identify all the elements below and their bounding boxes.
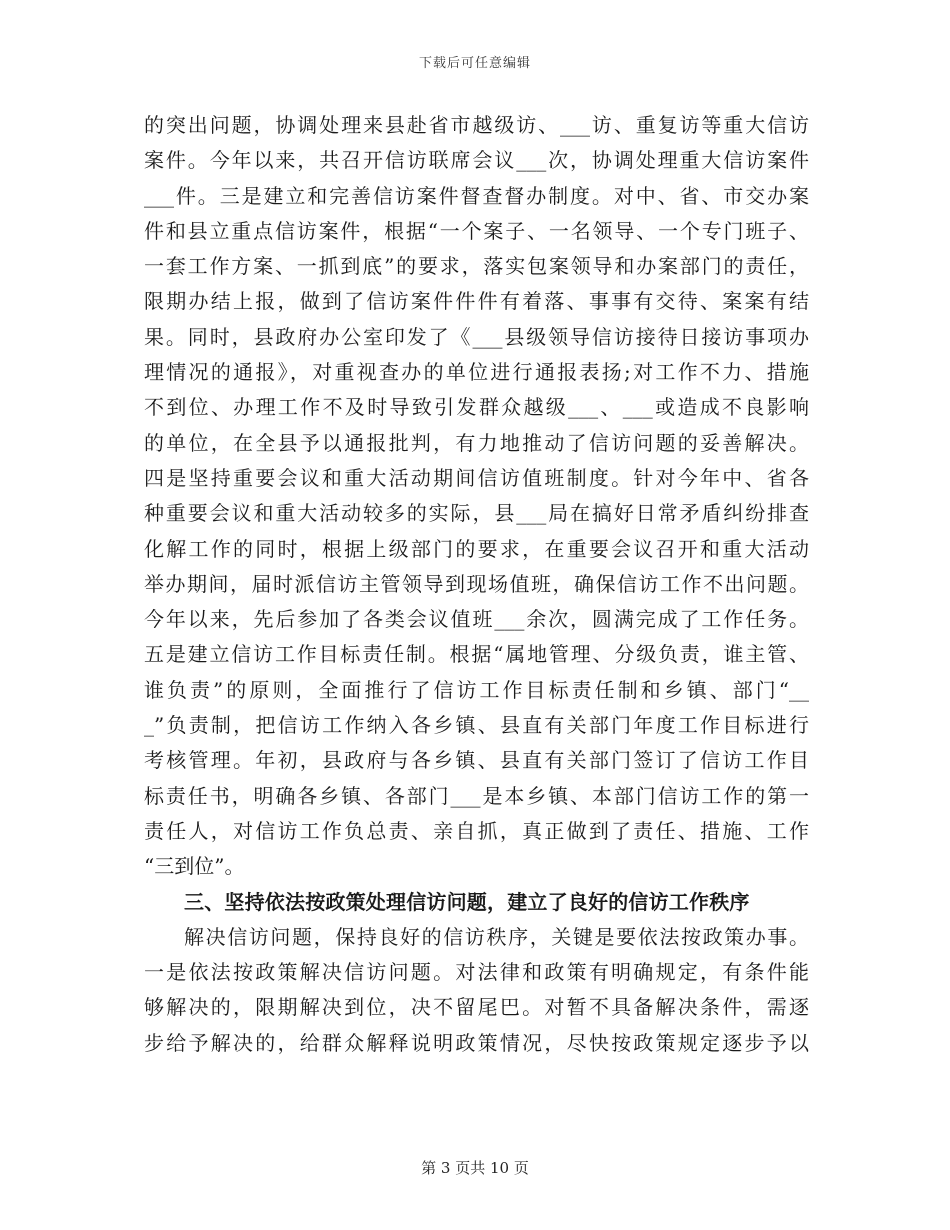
section-heading: 三、坚持依法按政策处理信访问题，建立了良好的信访工作秩序 (184, 889, 750, 914)
text-line: 考核管理。年初，县政府与各乡镇、县直有关部门签订了信访工作目 (144, 748, 809, 773)
text-line: 理情况的通报》，对重视查办的单位进行通报表扬;对工作不力、措施 (144, 360, 809, 385)
page-footer: 第 3 页共 10 页 (421, 1159, 529, 1177)
text-line: 步给予解决的，给群众解释说明政策情况，尽快按政策规定逐步予以 (144, 1030, 809, 1055)
text-line: “三到位”。 (144, 854, 245, 879)
text-line: 果。同时，县政府办公室印发了《___县级领导信访接待日接访事项办 (144, 324, 809, 349)
text-line: 一套工作方案、一抓到底”的要求，落实包案领导和办案部门的责任， (144, 254, 809, 279)
document-body (144, 108, 809, 1061)
text-line: 解决信访问题，保持良好的信访秩序，关键是要依法按政策办事。 (184, 924, 809, 949)
page-header: 下载后可任意编辑 (418, 56, 531, 71)
text-line: 够解决的，限期解决到位，决不留尾巴。对暂不具备解决条件，需逐 (144, 995, 809, 1020)
text-line: 案件。今年以来，共召开信访联席会议___次，协调处理重大信访案件 (144, 148, 809, 173)
text-line: 谁负责”的原则，全面推行了信访工作目标责任制和乡镇、部门“__ (144, 677, 809, 702)
text-line: 的突出问题，协调处理来县赴省市越级访、___访、重复访等重大信访 (144, 113, 809, 137)
text-line: 件和县立重点信访案件，根据“一个案子、一名领导、一个专门班子、 (144, 218, 809, 243)
text-line: 一是依法按政策解决信访问题。对法律和政策有明确规定，有条件能 (144, 960, 809, 985)
text-line: _”负责制，把信访工作纳入各乡镇、县直有关部门年度工作目标进行 (144, 713, 809, 738)
text-line: 标责任书，明确各乡镇、各部门___是本乡镇、本部门信访工作的第一 (144, 783, 809, 808)
text-line: 限期办结上报，做到了信访案件件件有着落、事事有交待、案案有结 (144, 289, 809, 314)
text-line: 责任人，对信访工作负总责、亲自抓，真正做到了责任、措施、工作 (144, 818, 809, 843)
text-line: 五是建立信访工作目标责任制。根据“属地管理、分级负责，谁主管、 (144, 642, 809, 667)
text-line: 种重要会议和重大活动较多的实际，县___局在搞好日常矛盾纠纷排查 (144, 501, 809, 526)
text-line: ___件。三是建立和完善信访案件督查督办制度。对中、省、市交办案 (144, 183, 809, 208)
text-line: 的单位，在全县予以通报批判，有力地推动了信访问题的妥善解决。 (144, 430, 809, 455)
text-line: 不到位、办理工作不及时导致引发群众越级___、___或造成不良影响 (144, 395, 809, 420)
text-line: 举办期间，届时派信访主管领导到现场值班，确保信访工作不出问题。 (144, 571, 809, 596)
text-line: 化解工作的同时，根据上级部门的要求，在重要会议召开和重大活动 (144, 536, 809, 561)
text-line: 四是坚持重要会议和重大活动期间信访值班制度。针对今年中、省各 (144, 465, 809, 490)
text-line: 今年以来，先后参加了各类会议值班___余次，圆满完成了工作任务。 (144, 607, 809, 632)
